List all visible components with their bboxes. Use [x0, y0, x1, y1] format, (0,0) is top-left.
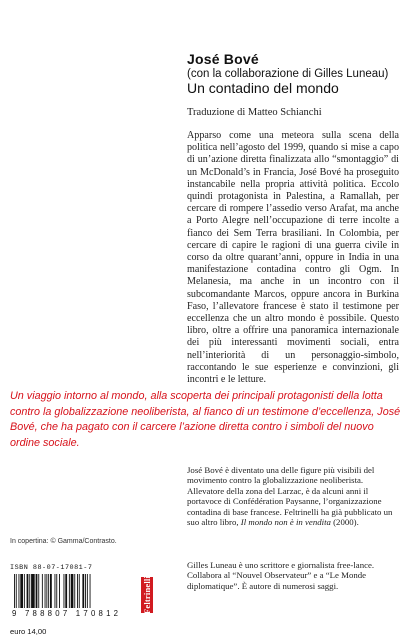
barcode-bar	[36, 574, 38, 608]
barcode-bar	[65, 574, 67, 608]
barcode-bar	[27, 574, 29, 608]
barcode-bar	[16, 574, 17, 608]
barcode-bar	[56, 574, 57, 608]
barcode-bar	[45, 574, 46, 608]
barcode-bar	[24, 574, 25, 608]
book-header	[187, 52, 401, 96]
barcode-bar	[48, 574, 49, 608]
barcode-bar	[59, 574, 60, 608]
barcode-bar	[38, 574, 39, 608]
translator-credit: Traduzione di Matteo Schianchi	[187, 107, 322, 118]
publisher-logo	[141, 577, 153, 613]
barcode-bars	[14, 574, 91, 608]
barcode-bar	[50, 574, 52, 608]
publisher-logo-text: Feltrinelli	[142, 575, 153, 615]
barcode-bar	[69, 574, 70, 608]
book-title: Un contadino del mondo	[187, 80, 339, 96]
barcode-bar	[31, 574, 35, 608]
collaboration-note: (con la collaborazione di Gilles Luneau)	[187, 68, 389, 80]
blurb-text: Apparso come una meteora sulla scena della politica nell’agosto del 1999, quando si mise a capo di un’azione diretta finalizzata allo “smontaggio” di un McDonald’s in Francia, José Bové ha proseguito instancabile nella propria attività politica. Eccolo quindi protagonista in Palestina, a Ramallah, per cercare di rompere l’assedio verso Arafat, ma anche a Porto Alegre nell’occupazione di terre incolte a fianco dei Sem Terra brasiliani. In Colombia, per cercare di capire le ragioni di una guerra civile in corso da oltre quarant’anni, oppure in India in una manifestazione contadina contro gli Ogm. In Melanesia, ma anche in un incontro con il subcomandante Marcos, oppure ancora in Burkina Faso, l’allevatore francese è stato il testimone per eccellenza che un altro mondo è possibile. Questo libro, oltre a offrire una panoramica internazionale dei più interessanti movimenti sociali, entra nell’interiorità di un personaggio-simbolo, raccontando le sue esperienze e convinzioni, gli incontri e le letture.	[187, 130, 399, 386]
price-label: euro 14,00	[10, 627, 47, 636]
barcode-bar	[85, 574, 86, 608]
bio-bove-book-title: Il mondo non è in vendita	[240, 517, 331, 528]
red-tagline: Un viaggio intorno al mondo, alla scoperta dei principali protagonisti della lotta contro la globalizzazione neoliberista, al fianco di un testimone d’eccellenza, José Bové, che ha pagato con il carcere l’azione diretta contro i simboli del nuovo ordine sociale.	[10, 390, 401, 449]
barcode-bar	[90, 574, 91, 608]
cover-photo-credit: In copertina: © Gamma/Contrasto.	[10, 538, 117, 545]
barcode-bar	[42, 574, 43, 608]
barcode-bar	[71, 574, 74, 608]
bio-bove-year: (2000).	[330, 517, 359, 528]
barcode-bar	[77, 574, 78, 608]
barcode-bar	[20, 574, 23, 608]
bio-bove-text: José Bové è diventato una delle figure più visibili del movimento contro la globalizzazione neoliberista. Allevatore della zona del Larzac, è da alcuni anni il portavoce di Confédération Paysanne, l’organizzazione contadina di base francese. Feltrinelli ha già pubblicato un suo altro libro,	[187, 465, 393, 528]
author-bio-luneau: Gilles Luneau è uno scrittore e giornalista free-lance. Collabora al “Nouvel Observateur” e a “Le Monde diplomatique”. È autore di numerosi saggi.	[187, 560, 375, 591]
author-bio-bove	[187, 465, 399, 527]
barcode-bar	[29, 574, 30, 608]
barcode-bar	[82, 574, 84, 608]
barcode-bar	[64, 574, 65, 608]
author-name: José Bové	[187, 51, 259, 67]
barcode-bar	[87, 574, 88, 608]
barcode-bar	[46, 574, 47, 608]
barcode-bar	[14, 574, 15, 608]
barcode-bar	[55, 574, 56, 608]
barcode-bar	[19, 574, 20, 608]
isbn-label: ISBN 88-07-17081-7	[10, 564, 93, 572]
barcode	[10, 574, 122, 618]
barcode-number: 9 788807 170812	[12, 609, 119, 618]
barcode-bar	[79, 574, 80, 608]
barcode-bar	[74, 574, 75, 608]
